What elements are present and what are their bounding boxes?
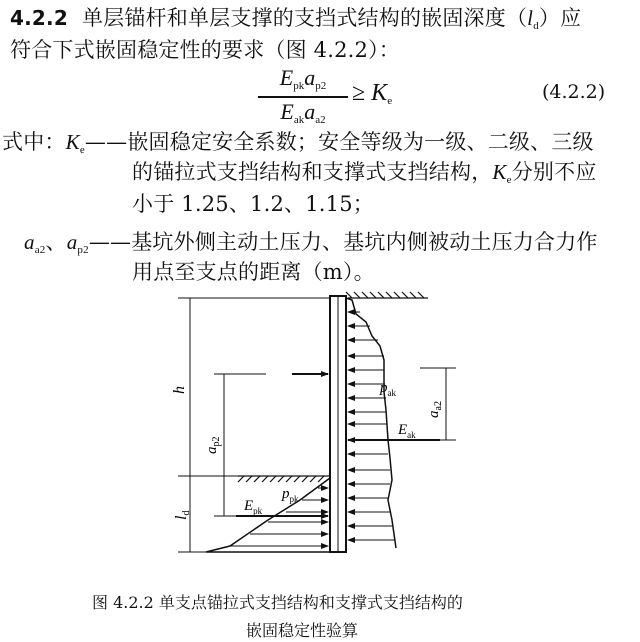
- formula-ke: Ke: [371, 80, 393, 107]
- ke-dash: ——: [84, 130, 128, 154]
- section-number: 4.2.2: [10, 6, 68, 30]
- aa2-symbol: aa2: [24, 230, 46, 256]
- label-h: h: [171, 386, 188, 394]
- ground-surface-outside: [346, 292, 428, 298]
- label-ppk: $p_{pk}$: [282, 486, 299, 504]
- label-aa2: [426, 401, 444, 418]
- ke-symbol: Ke: [65, 130, 85, 156]
- formula-number: (4.2.2): [542, 81, 606, 103]
- formula-denominator: Eakaa2: [280, 98, 326, 126]
- active-pressure-arrows: [348, 312, 395, 540]
- ld-symbol: ld: [527, 6, 539, 32]
- formula-numerator: Epkap2: [279, 65, 327, 92]
- active-pressure-diagram: [346, 298, 396, 548]
- label-ap2: [204, 437, 222, 455]
- a-text-1: 基坑外侧主动土压力、基坑内侧被动土压力合力作: [131, 230, 598, 254]
- ke-text-1: 嵌固稳定安全系数；安全等级为一级、二级、三级: [127, 130, 594, 154]
- section-text-1-end: ）应: [538, 6, 582, 30]
- label-epk: $E_{pk}$: [244, 498, 263, 516]
- section-text-1: 单层锚杆和单层支撑的支挡式结构的嵌固深度（: [81, 6, 528, 30]
- label-eak: $E_{ak}$: [398, 422, 416, 440]
- label-ld: [173, 511, 192, 520]
- ap2-symbol: ap2: [66, 230, 89, 256]
- a-text-2: 用点至支点的距离（m）。: [132, 260, 375, 284]
- svg-text:ap2: $a_{p2}$: [204, 436, 222, 454]
- svg-text:ld: ld: [173, 510, 192, 520]
- figure-caption-line-2: 嵌固稳定性验算: [246, 621, 359, 640]
- ke-text-3: 小于 1.25、1.2、1.15；: [132, 192, 374, 216]
- a-dash: ——: [88, 230, 132, 254]
- figure-caption-line-1: 图 4.2.2 单支点锚拉式支挡结构和支撑式支挡结构的: [92, 593, 463, 612]
- ke-text-2b: 分别不应: [511, 160, 597, 184]
- label-pak: $p_{ak}$: [380, 380, 396, 398]
- ke-text-2a: 的锚拉式支挡结构和支撑式支挡结构，: [132, 160, 493, 184]
- definition-prefix: 式中：: [2, 130, 66, 154]
- svg-text:aa2: $a_{a2}$: [426, 401, 444, 418]
- excavation-bottom: [238, 476, 330, 482]
- section-text-2: 符合下式嵌固稳定性的要求（图 4.2.2）：: [10, 38, 401, 62]
- a-separator: 、: [45, 230, 67, 254]
- formula-relation: ≥: [352, 80, 366, 106]
- ke-symbol-inline: Ke: [492, 160, 512, 186]
